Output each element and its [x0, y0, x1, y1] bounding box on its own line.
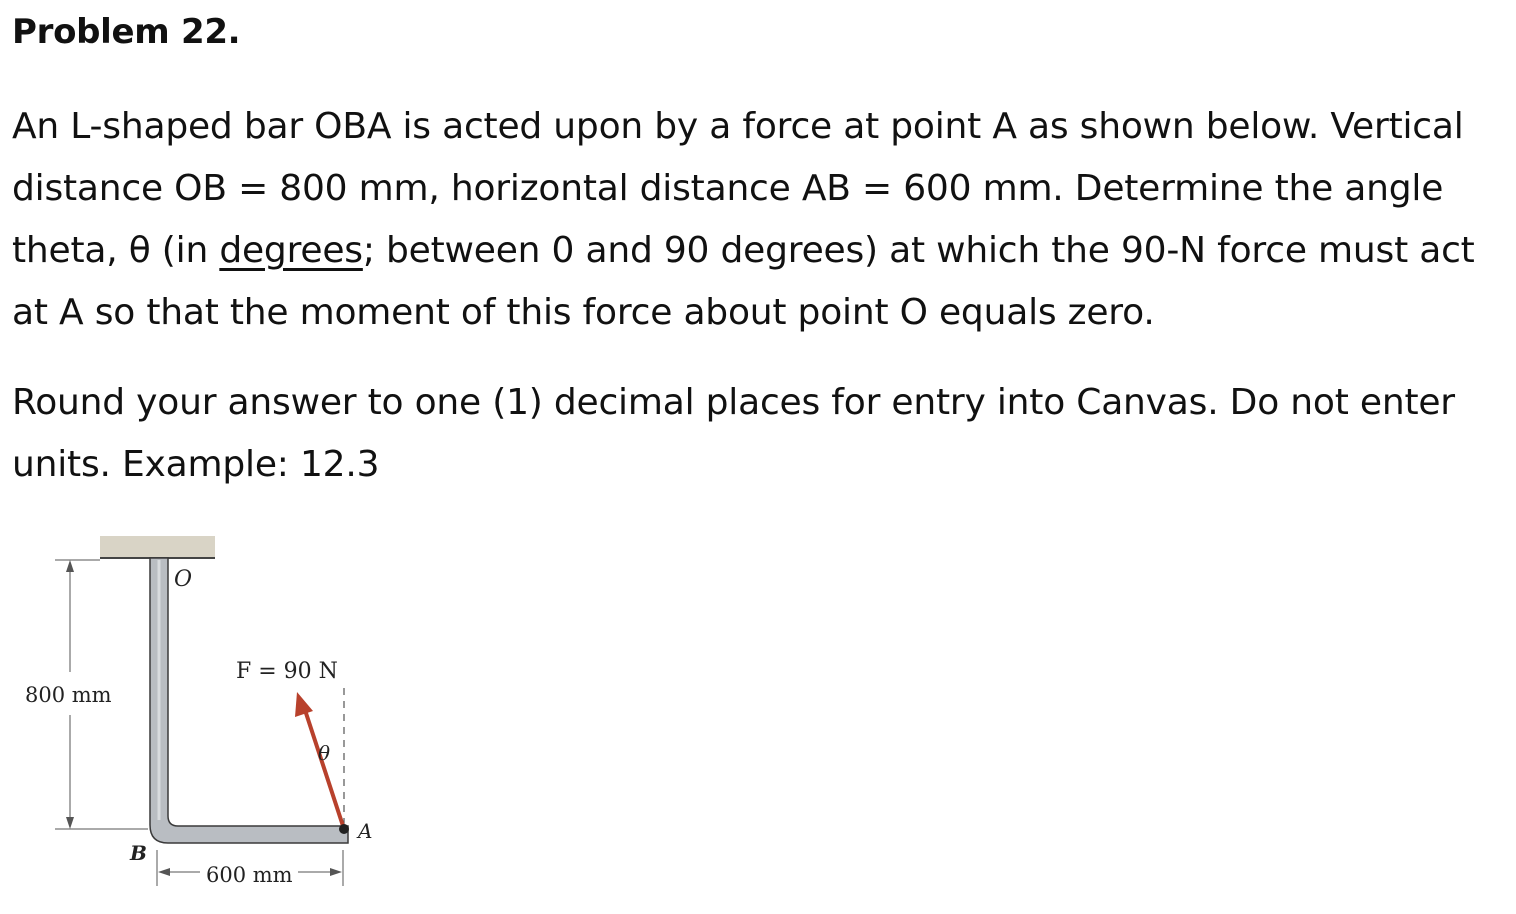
- label-a: A: [358, 819, 373, 843]
- statement-text-before: An L-shaped bar OBA is acted upon by a force at point A as shown below. Vertical distance OB = 800 mm, horizontal distance AB = 600 mm. Determine the angle theta, θ (in: [12, 106, 1464, 271]
- dim-arrow-right: [330, 868, 342, 876]
- dim-arrow-down: [66, 817, 74, 829]
- label-theta: θ: [318, 741, 331, 765]
- degrees-underlined-text: degrees: [219, 230, 363, 271]
- label-800mm: 800 mm: [25, 683, 112, 707]
- dim-arrow-up: [66, 560, 74, 572]
- problem-title: Problem 22.: [12, 12, 241, 52]
- statement-text-after: ; between 0 and 90 degrees) at which the 90-N force must act at A so that the moment of this force about point O equals zero.: [12, 230, 1475, 333]
- ceiling-support: [100, 536, 215, 558]
- point-a-pin: [339, 824, 349, 834]
- label-b: B: [130, 841, 147, 865]
- problem-statement: [12, 96, 1502, 344]
- figure-svg: [0, 520, 400, 914]
- answer-instructions: Round your answer to one (1) decimal places for entry into Canvas. Do not enter units. Example: 12.3: [12, 382, 1455, 485]
- l-bar-figure: [0, 520, 400, 914]
- force-arrowhead: [295, 692, 313, 717]
- l-shaped-bar: [150, 558, 348, 843]
- label-600mm: 600 mm: [206, 863, 293, 887]
- label-o: O: [174, 567, 193, 592]
- label-force: F = 90 N: [236, 659, 338, 684]
- dim-arrow-left: [158, 868, 170, 876]
- force-vector: [304, 707, 344, 829]
